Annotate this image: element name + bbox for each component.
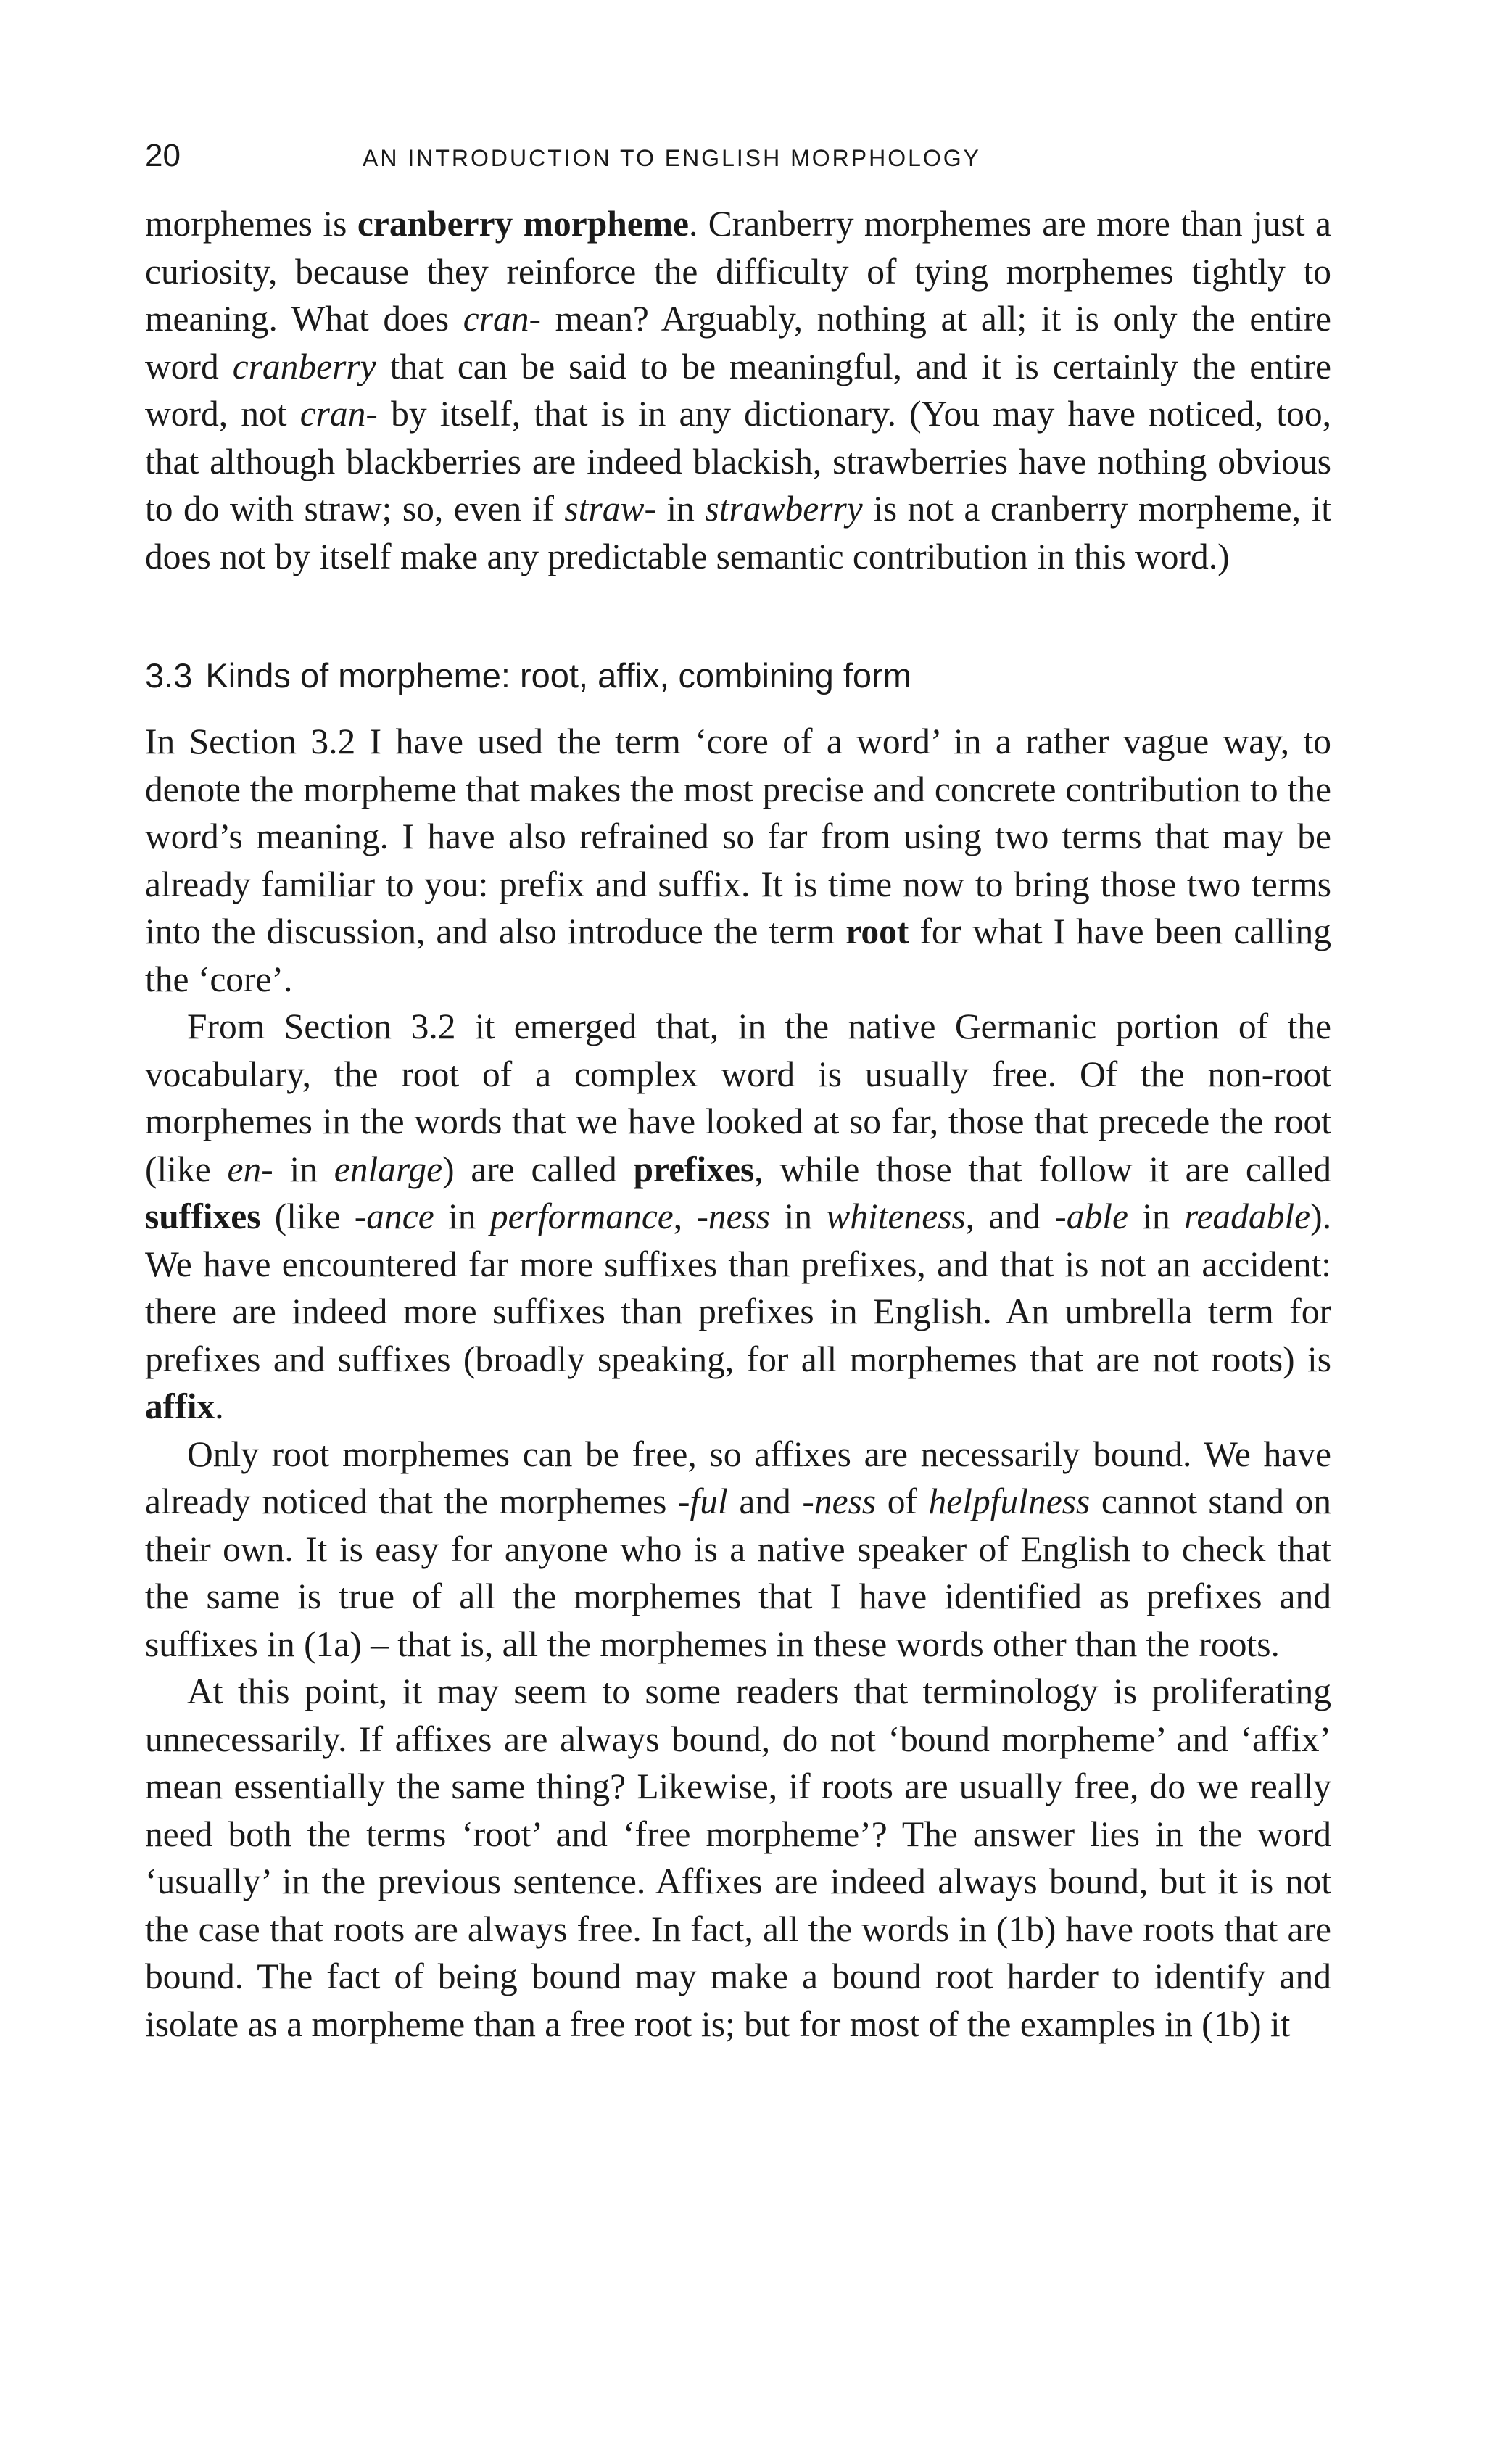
text-run: is not a cranberry morpheme, it does not by itself make any predictable semantic contribution in this word.) — [145, 489, 1331, 576]
italic-term: straw- — [564, 489, 656, 529]
text-run: , while those that follow it are called — [754, 1149, 1331, 1189]
italic-term: performance — [489, 1196, 674, 1236]
italic-term: -ance — [354, 1196, 434, 1236]
text-run: in — [273, 1149, 334, 1189]
paragraph-5 — [145, 1668, 1331, 2048]
italic-term: -ful — [677, 1481, 728, 1521]
text-run: and — [727, 1481, 803, 1521]
italic-term: -ness — [696, 1196, 771, 1236]
text-run: At this point, it may seem to some readers that terminology is proliferating unnecessarily. If affixes are always bound, do not ‘bound morpheme’ and ‘affix’ mean essentially the same thing? Likewise, if roots are usually free, do we really need both the terms ‘root’ and ‘free morpheme’? The answer lies in the word ‘usually’ in the previous sentence. Affixes are indeed always bound, but it is not the case that roots are always free. In fact, all the words in (1b) have roots that are bound. The fact of being bound may make a bound root harder to identify and isolate as a morpheme than a free root is; but for most of the examples in (1b) it — [145, 1671, 1331, 2044]
running-title: AN INTRODUCTION TO ENGLISH MORPHOLOGY — [363, 145, 982, 171]
italic-term: cranberry — [232, 346, 376, 386]
bold-term: suffixes — [145, 1196, 261, 1236]
text-run: in — [770, 1196, 827, 1236]
page-number: 20 — [145, 138, 181, 173]
text-run: Only root morphemes can be free, so affixes are necessarily bound. We have already noticed that the morphemes — [145, 1434, 1331, 1521]
italic-term: helpfulness — [928, 1481, 1091, 1521]
text-run: cannot stand on their own. It is easy for anyone who is a native speaker of English to check that the same is true of all the morphemes that I have identified as prefixes and suffixes in (1a) – that is, all the morphemes in these words other than the roots. — [145, 1481, 1331, 1664]
text-run: In Section 3.2 I have used the term ‘core of a word’ in a rather vague way, to denote the morpheme that makes the most precise and concrete contribution to the word’s meaning. I have also refrained so far from using two terms that may be already familiar to you: prefix and suffix. It is time now to bring those two terms into the discussion, and also introduce the term — [145, 722, 1331, 951]
section-heading — [145, 654, 1331, 698]
text-run: of — [876, 1481, 929, 1521]
italic-term: -ness — [802, 1481, 877, 1521]
bold-term: affix — [145, 1386, 215, 1426]
italic-term: -able — [1054, 1196, 1128, 1236]
text-run: ) are called — [442, 1149, 634, 1189]
italic-term: readable — [1184, 1196, 1311, 1236]
italic-term: strawberry — [705, 489, 863, 529]
text-run: for what I have been calling the ‘core’. — [145, 911, 1331, 999]
text-run: , — [673, 1196, 697, 1236]
text-run: by itself, that is in any dictionary. (You may have noticed, too, that although blackberries are indeed blackish, strawberries have nothing obvious to do with straw; so, even if — [145, 394, 1331, 529]
text-run: . Cranberry morphemes are more than just a curiosity, because they reinforce the difficulty of tying morphemes tightly to meaning. What does — [145, 204, 1331, 339]
text-run: (like — [260, 1196, 355, 1236]
section-title: Kinds of morpheme: root, affix, combining form — [205, 656, 911, 695]
text-run: ). We have encountered far more suffixes than prefixes, and that is not an accident: there are indeed more suffixes than prefixes in English. An umbrella term for prefixes and suffixes (broadly speaking, for all morphemes that are not roots) is — [145, 1196, 1332, 1379]
running-head — [145, 138, 1331, 181]
text-run: From Section 3.2 it emerged that, in the native Germanic portion of the vocabulary, the root of a complex word is usually free. Of the non-root morphemes in the words that we have looked at so far, those that precede the root (like — [145, 1006, 1331, 1189]
text-run: mean? Arguably, nothing at all; it is only the entire word — [145, 299, 1331, 386]
text-run: in — [1128, 1196, 1185, 1236]
paragraph-3 — [145, 1003, 1331, 1431]
book-page — [145, 138, 1331, 2048]
text-run: , and — [965, 1196, 1055, 1236]
text-run: morphemes is — [145, 204, 357, 244]
paragraph-4 — [145, 1431, 1331, 1669]
bold-term: root — [845, 911, 909, 951]
section-number: 3.3 — [145, 656, 193, 695]
paragraph-1 — [145, 200, 1331, 580]
italic-term: whiteness — [826, 1196, 966, 1236]
bold-term: prefixes — [633, 1149, 755, 1189]
text-run: . — [215, 1386, 224, 1426]
italic-term: enlarge — [334, 1149, 443, 1189]
text-run: in — [655, 489, 706, 529]
text-run: in — [434, 1196, 490, 1236]
paragraph-2 — [145, 718, 1331, 1003]
italic-term: en- — [227, 1149, 273, 1189]
italic-term: cran- — [299, 394, 378, 434]
bold-term: cranberry morpheme — [357, 204, 689, 244]
italic-term: cran- — [463, 299, 542, 339]
text-run: that can be said to be meaningful, and it is certainly the entire word, not — [145, 346, 1331, 434]
